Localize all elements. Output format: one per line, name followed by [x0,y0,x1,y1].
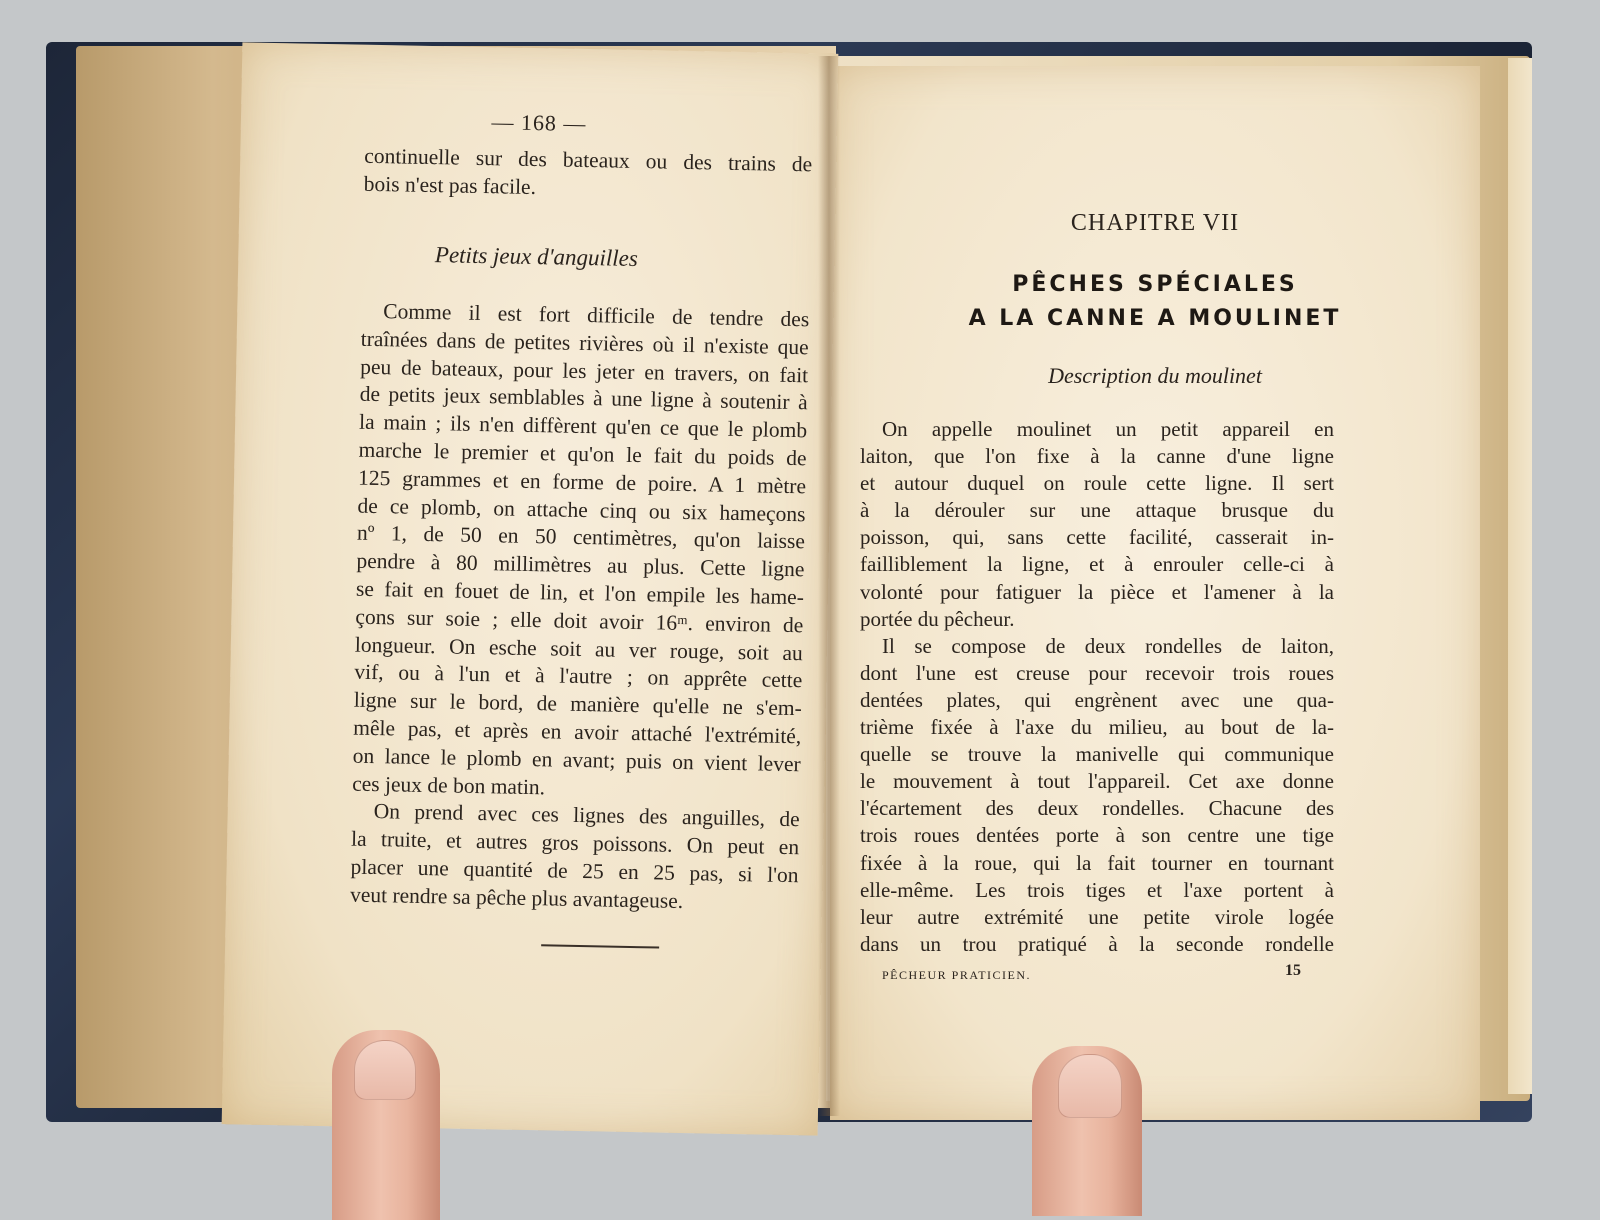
section-end-rule [541,944,659,948]
left-page-body [350,298,810,918]
text-line: trième fixée à l'axe du milieu, au bout de la- [860,715,1334,740]
right-page [830,66,1480,1120]
text-line: nº 1, de 50 en 50 centimètres, qu'on laisse [356,521,806,554]
text-line: çons sur soie ; elle doit avoir 16ᵐ. environ de [355,604,804,638]
text-line: 125 grammes et en forme de poire. A 1 mètre [357,465,807,499]
text-line: laiton, que l'on fixe à la canne d'une ligne [860,444,1334,469]
text-line: vif, ou à l'un et à l'autre ; on apprête cette [354,660,803,693]
text-line: traînées dans de petites rivières où il n'existe que [360,326,809,360]
text-line: marche le premier et qu'on le fait du poids de [358,437,807,471]
text-line: portée du pêcheur. [860,606,1015,631]
text-line: poisson, qui, sans cette facilité, casserait in- [860,525,1334,550]
text-line: on lance le plomb en avant; puis on vient lever [352,743,801,776]
text-line: leur autre extrémité une petite virole logée [860,904,1334,929]
page-signature: PÊCHEUR PRATICIEN. [882,968,1032,982]
text-line: ces jeux de bon matin. [352,771,546,799]
page-number: — 168 — [491,109,587,136]
text-line: continuelle sur des bateaux ou des trains de [364,143,813,177]
text-line: l'écartement des deux rondelles. Chacune des [860,796,1334,821]
text-line: Il se compose de deux rondelles de laiton, [882,633,1334,658]
signature-number: 15 [1285,962,1301,979]
text-line: dans un trou pratiqué à la seconde rondelle [860,931,1334,956]
text-line: veut rendre sa pêche plus avantageuse. [349,882,684,913]
right-thumbnail [1058,1054,1122,1118]
text-line: elle-même. Les trois tiges et l'axe portent à [860,877,1334,902]
text-line: dentées plates, qui engrènent avec une qua- [860,687,1334,712]
left-page-opening [363,143,812,207]
text-line: failliblement la ligne, et à enrouler celle-ci à [860,552,1334,577]
section-title: Petits jeux d'anguilles [434,242,639,272]
text-line: et autour duquel on roule cette ligne. Il sert [860,471,1334,496]
text-line: à la dérouler sur une attaque brusque du [860,498,1334,523]
text-line: volonté pour fatiguer la pièce et l'amener à la [860,579,1334,604]
text-line: ligne sur le bord, de manière qu'elle ne s'em- [353,687,802,721]
right-page-body [860,416,1334,958]
text-line: Comme il est fort difficile de tendre des [383,299,810,332]
text-line: longueur. On esche soit au ver rouge, soit au [354,632,804,665]
text-line: mêle pas, et après en avoir attaché l'extrémité, [353,715,802,749]
text-line: de ce plomb, on attache cinq ou six hameçons [357,493,806,526]
chapter-heading-line-2: A LA CANNE A MOULINET [968,306,1342,331]
left-thumbnail [354,1040,416,1100]
text-line: le mouvement à tout l'appareil. Cet axe donne [860,769,1334,794]
book-gutter [818,56,840,1116]
text-line: fixée à la roue, qui la fait tourner en tournant [860,850,1334,875]
text-line: On prend avec ces lignes des anguilles, de [373,799,800,832]
text-line: placer une quantité de 25 en 25 pas, si l'on [350,854,799,888]
section-subtitle: Description du moulinet [1048,363,1262,388]
page-edges [1508,58,1532,1094]
chapter-heading-line-1: PÊCHES SPÉCIALES [1012,272,1298,297]
text-line: la main ; ils n'en diffèrent qu'en ce que le plomb [358,409,808,443]
chapter-title: CHAPITRE VII [1070,210,1240,236]
text-line: de petits jeux semblables à une ligne à soutenir à [359,382,808,415]
left-page [222,42,839,1135]
text-line: se fait en fouet de lin, et l'on empile les hame- [355,576,805,610]
text-line: trois roues dentées porte à son centre une tige [860,823,1334,848]
text-line: la truite, et autres gros poissons. On peut en [350,826,800,860]
text-line: bois n'est pas facile. [363,171,537,199]
text-line: quelle se trouve la manivelle qui communique [860,742,1334,767]
text-line: dont l'une est creuse pour recevoir trois roues [860,660,1334,685]
text-line: peu de bateaux, pour les jeter en travers, on fait [360,354,809,387]
text-line: On appelle moulinet un petit appareil en [882,417,1334,441]
text-line: pendre à 80 millimètres au plus. Cette ligne [356,548,805,582]
